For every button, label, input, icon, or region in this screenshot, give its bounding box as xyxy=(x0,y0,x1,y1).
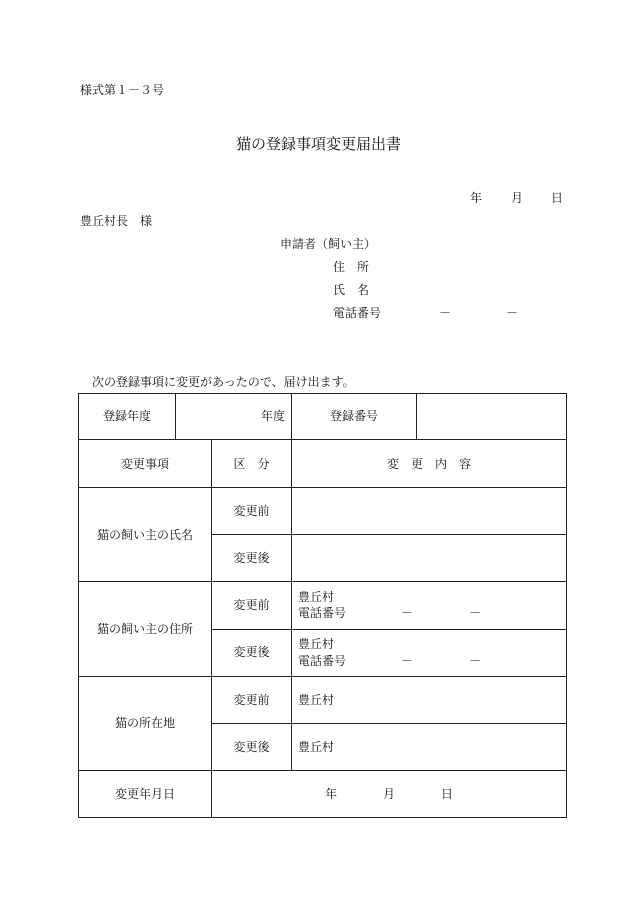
item-location: 猫の所在地 xyxy=(79,676,212,770)
reg-year-unit: 年度 xyxy=(261,409,286,424)
owner-name-before-label: 変更前 xyxy=(212,488,292,535)
location-before-village: 豊丘村 xyxy=(298,692,335,707)
applicant-phone-dash-1: － xyxy=(439,306,452,320)
owner-address-after-label: 変更後 xyxy=(212,629,292,676)
location-after-village: 豊丘村 xyxy=(298,739,335,754)
reg-number-label: 登録番号 xyxy=(292,394,417,440)
owner-address-before-phone-line xyxy=(298,605,566,621)
item-owner-address: 猫の飼い主の住所 xyxy=(79,582,212,676)
owner-address-before-label: 変更前 xyxy=(212,582,292,629)
registration-row xyxy=(79,394,567,440)
owner-name-before-field[interactable] xyxy=(292,488,567,535)
applicant-label: 申請者（飼い主） xyxy=(280,237,377,251)
change-form-table xyxy=(78,393,567,818)
owner-address-before-village: 豊丘村 xyxy=(298,590,335,605)
col-header-item: 変更事項 xyxy=(79,440,212,488)
location-after-field[interactable] xyxy=(292,723,567,770)
owner-address-before-phone-label: 電話番号 xyxy=(298,606,347,621)
reg-year-label: 登録年度 xyxy=(79,394,176,440)
owner-address-after-dash-1: － xyxy=(401,653,414,668)
form-number: 様式第１－３号 xyxy=(80,83,165,97)
location-after-label: 変更後 xyxy=(212,723,292,770)
applicant-phone-dash-2: － xyxy=(506,306,519,320)
col-header-content: 変 更 内 容 xyxy=(292,440,567,488)
location-before-label: 変更前 xyxy=(212,676,292,723)
reg-year-field[interactable] xyxy=(176,394,292,440)
date-day-label: 日 xyxy=(551,191,564,205)
change-date-day: 日 xyxy=(441,786,454,801)
header-row xyxy=(79,440,567,488)
owner-address-after-field[interactable] xyxy=(292,629,567,676)
owner-address-before-row xyxy=(79,582,567,629)
owner-name-after-field[interactable] xyxy=(292,535,567,582)
applicant-phone-label: 電話番号 xyxy=(333,306,382,320)
date-month-label: 月 xyxy=(511,191,524,205)
change-date-row xyxy=(79,770,567,817)
owner-address-after-dash-2: － xyxy=(469,653,482,668)
item-owner-name: 猫の飼い主の氏名 xyxy=(79,488,212,582)
owner-name-after-label: 変更後 xyxy=(212,535,292,582)
owner-address-after-village: 豊丘村 xyxy=(298,637,335,652)
applicant-address-label: 住 所 xyxy=(333,260,370,274)
owner-address-before-dash-2: － xyxy=(469,606,482,621)
form-title: 猫の登録事項変更届出書 xyxy=(236,135,402,153)
addressee: 豊丘村長 様 xyxy=(80,214,153,228)
applicant-name-label: 氏 名 xyxy=(333,283,370,297)
owner-address-after-phone-label: 電話番号 xyxy=(298,653,347,668)
location-before-row xyxy=(79,676,567,723)
owner-address-before-dash-1: － xyxy=(401,606,414,621)
change-date-field[interactable] xyxy=(212,770,567,817)
location-before-field[interactable] xyxy=(292,676,567,723)
owner-address-after-phone-line xyxy=(298,653,566,669)
date-year-label: 年 xyxy=(470,191,483,205)
col-header-category: 区 分 xyxy=(212,440,292,488)
owner-address-before-field[interactable] xyxy=(292,582,567,629)
reg-number-field[interactable] xyxy=(417,394,567,440)
change-date-year: 年 xyxy=(324,786,337,801)
change-date-month: 月 xyxy=(383,786,396,801)
intro-text: 次の登録事項に変更があったので、届け出ます。 xyxy=(92,375,355,389)
owner-name-before-row xyxy=(79,488,567,535)
change-date-label: 変更年月日 xyxy=(79,770,212,817)
